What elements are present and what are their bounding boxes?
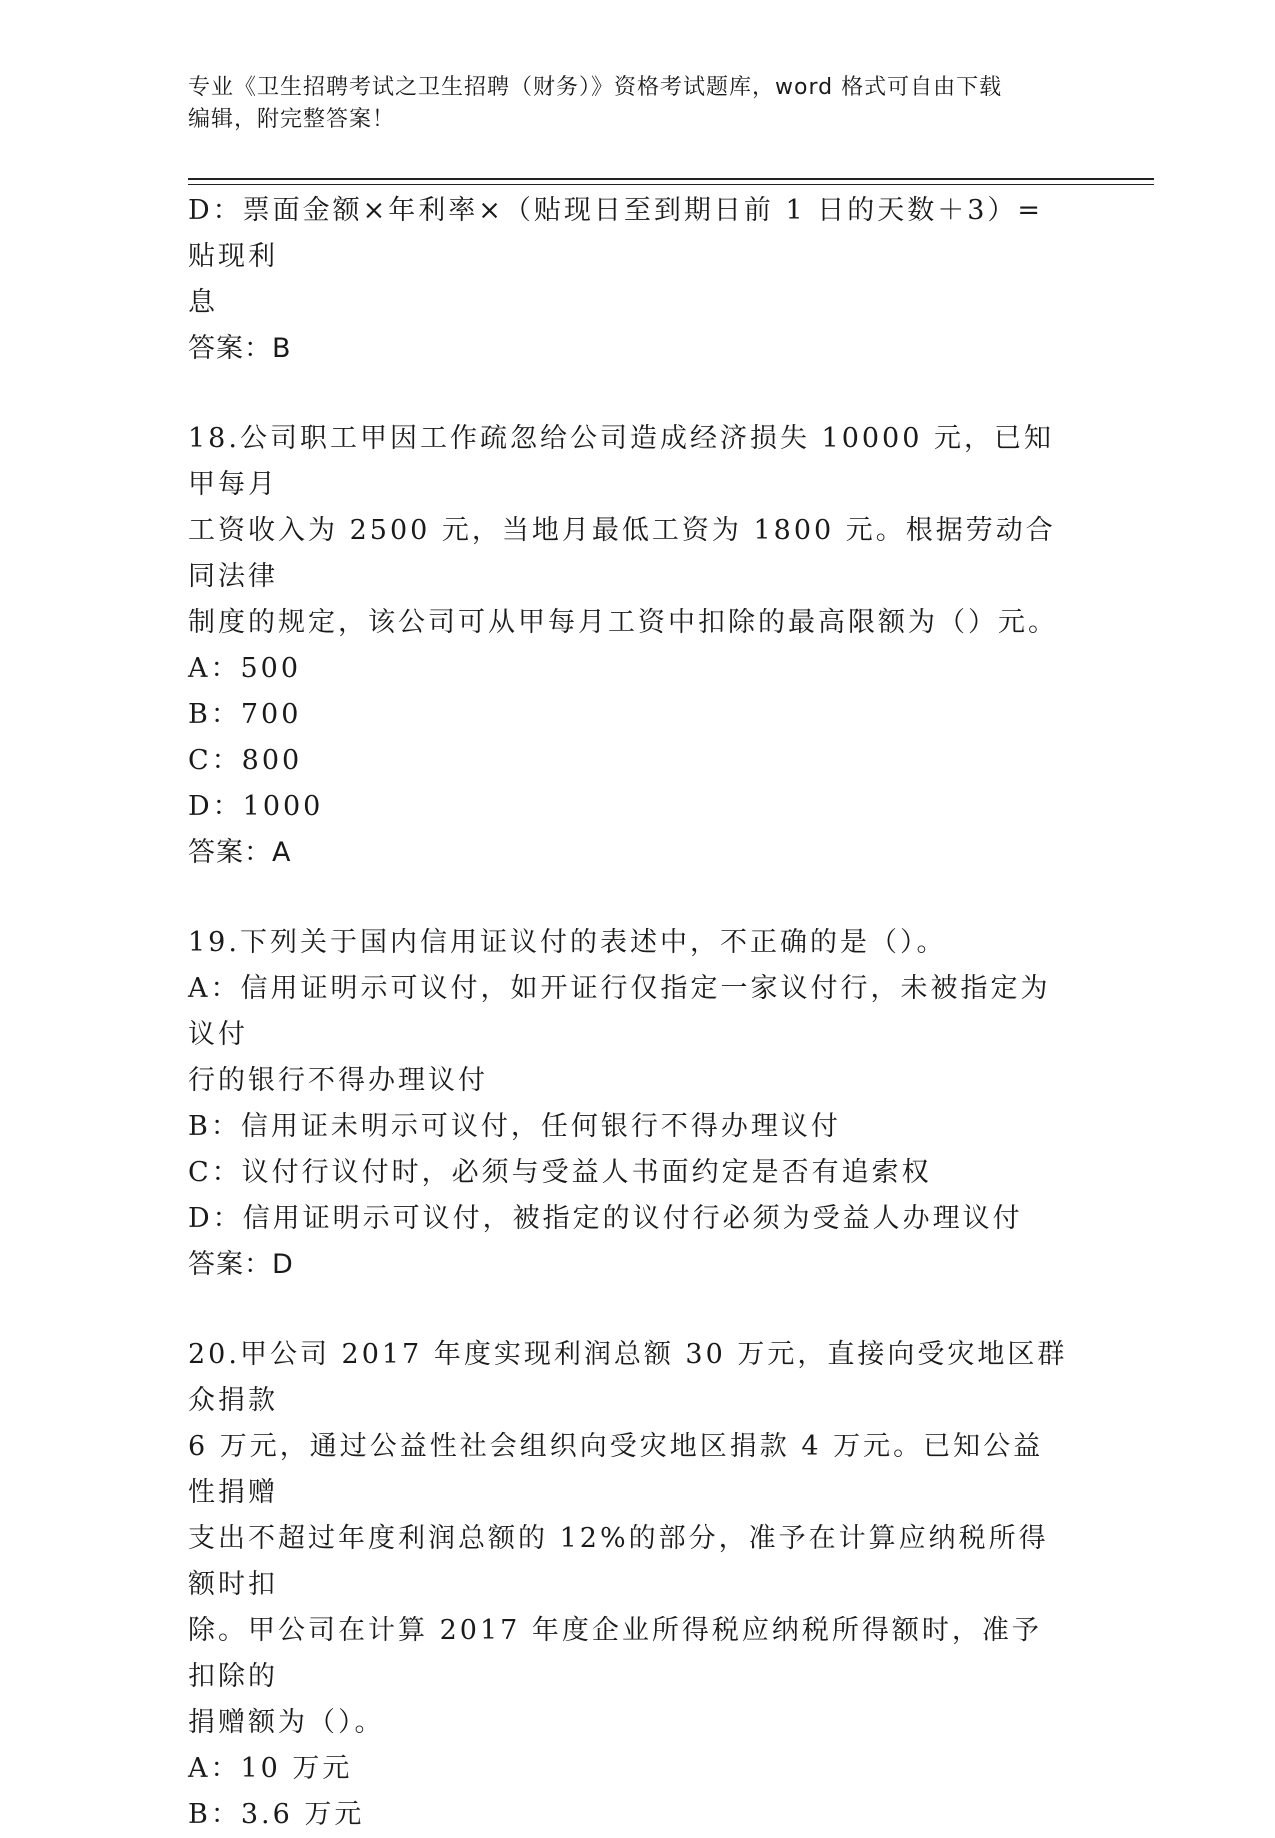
q19-option-a-line-1: A：信用证明示可议付，如开证行仅指定一家议付行，未被指定为议付 — [188, 973, 1051, 1050]
q20-stem-line-1: 20.甲公司 2017 年度实现利润总额 30 万元，直接向受灾地区群众捐款 — [188, 1339, 1068, 1416]
spacer — [188, 1288, 1068, 1332]
q17-option-d-line-2: 息 — [188, 287, 218, 318]
q20-option-b: B：3.6 万元 — [188, 1799, 365, 1830]
q18-option-a: A：500 — [188, 653, 302, 684]
q18-option-c: C：800 — [188, 745, 303, 776]
q19-answer: 答案：D — [188, 1249, 294, 1280]
q20-stem-line-3: 支出不超过年度利润总额的 12%的部分，准予在计算应纳税所得额时扣 — [188, 1523, 1049, 1600]
q18-option-b: B：700 — [188, 699, 302, 730]
q19-option-d: D：信用证明示可议付，被指定的议付行必须为受益人办理议付 — [188, 1203, 1023, 1234]
spacer — [188, 372, 1068, 416]
header-line-2: 编辑，附完整答案！ — [188, 107, 396, 132]
q18-stem-line-2: 工资收入为 2500 元，当地月最低工资为 1800 元。根据劳动合同法律 — [188, 515, 1056, 592]
q20-stem-line-4: 除。甲公司在计算 2017 年度企业所得税应纳税所得额时，准予扣除的 — [188, 1615, 1042, 1692]
q19-option-c: C：议付行议付时，必须与受益人书面约定是否有追索权 — [188, 1157, 932, 1188]
spacer — [188, 876, 1068, 920]
document-body — [188, 188, 1068, 1838]
q19-option-a-line-2: 行的银行不得办理议付 — [188, 1065, 488, 1096]
q18-answer: 答案：A — [188, 837, 292, 868]
header-divider-thin — [188, 184, 1154, 185]
page-header — [188, 72, 1068, 136]
q20-stem-line-5: 捐赠额为（）。 — [188, 1707, 385, 1738]
q18-stem-line-1: 18.公司职工甲因工作疏忽给公司造成经济损失 10000 元，已知甲每月 — [188, 423, 1054, 500]
question-17 — [188, 188, 1068, 372]
q20-stem-line-2: 6 万元，通过公益性社会组织向受灾地区捐款 4 万元。已知公益性捐赠 — [188, 1431, 1044, 1508]
question-18 — [188, 416, 1068, 876]
question-20 — [188, 1332, 1068, 1838]
header-divider — [188, 178, 1154, 180]
q17-option-d-line-1: D：票面金额×年利率×（贴现日至到期日前 1 日的天数＋3）=贴现利 — [188, 195, 1044, 272]
q18-option-d: D：1000 — [188, 791, 324, 822]
q19-stem-line-1: 19.下列关于国内信用证议付的表述中，不正确的是（）。 — [188, 927, 947, 958]
q19-option-b: B：信用证未明示可议付，任何银行不得办理议付 — [188, 1111, 841, 1142]
q18-stem-line-3: 制度的规定，该公司可从甲每月工资中扣除的最高限额为（）元。 — [188, 607, 1058, 638]
q17-answer: 答案：B — [188, 333, 292, 364]
header-line-1: 专业《卫生招聘考试之卫生招聘（财务）》资格考试题库，word 格式可自由下载 — [188, 75, 1003, 100]
q20-option-a: A：10 万元 — [188, 1753, 353, 1784]
question-19 — [188, 920, 1068, 1288]
